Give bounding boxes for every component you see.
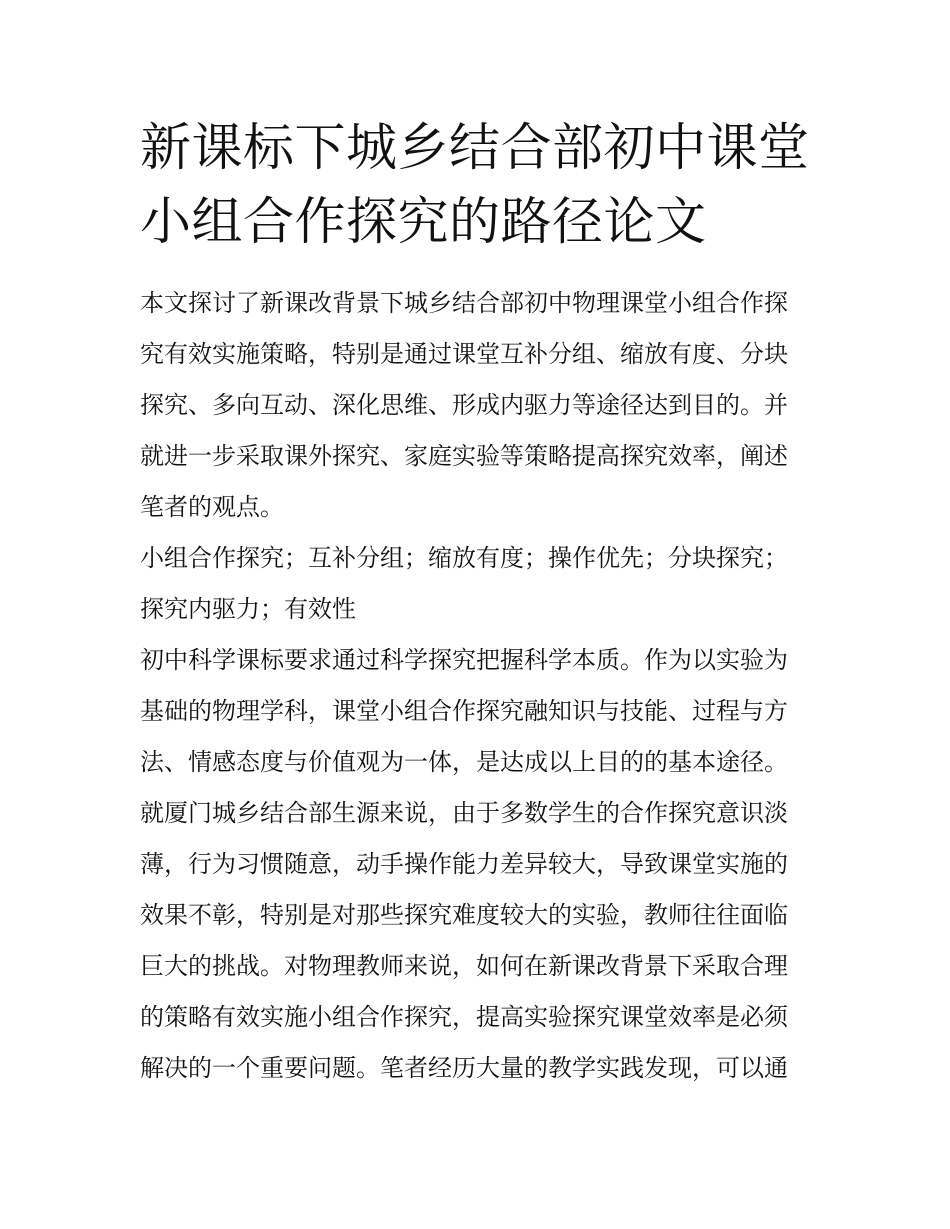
text-line: 探究内驱力；有效性: [140, 595, 356, 623]
title-line: 小组合作探究的路径论文: [140, 193, 707, 252]
text-line: 解决的一个重要问题。笔者经历大量的教学实践发现，可以通: [140, 1054, 788, 1082]
text-line: 探究、多向互动、深化思维、形成内驱力等途径达到目的。并: [140, 391, 788, 419]
keywords-paragraph: [140, 533, 820, 635]
abstract-paragraph: [140, 278, 820, 533]
document-title: [140, 112, 820, 260]
body-paragraph: [140, 635, 820, 1094]
text-line: 就进一步采取课外探究、家庭实验等策略提高探究效率，阐述: [140, 442, 788, 470]
text-line: 究有效实施策略，特别是通过课堂互补分组、缩放有度、分块: [140, 340, 788, 368]
text-line: 巨大的挑战。对物理教师来说，如何在新课改背景下采取合理: [140, 952, 788, 980]
title-line: 新课标下城乡结合部初中课堂: [140, 119, 810, 178]
text-line: 初中科学课标要求通过科学探究把握科学本质。作为以实验为: [140, 646, 788, 674]
text-line: 笔者的观点。: [140, 493, 284, 521]
text-line: 的策略有效实施小组合作探究，提高实验探究课堂效率是必须: [140, 1003, 788, 1031]
document-body: [140, 278, 820, 1094]
text-line: 效果不彰，特别是对那些探究难度较大的实验，教师往往面临: [140, 901, 788, 929]
text-line: 薄，行为习惯随意，动手操作能力差异较大，导致课堂实施的: [140, 850, 788, 878]
text-line: 法、情感态度与价值观为一体，是达成以上目的的基本途径。: [140, 748, 788, 776]
text-line: 就厦门城乡结合部生源来说，由于多数学生的合作探究意识淡: [140, 799, 788, 827]
text-line: 基础的物理学科，课堂小组合作探究融知识与技能、过程与方: [140, 697, 788, 725]
text-line: 本文探讨了新课改背景下城乡结合部初中物理课堂小组合作探: [140, 289, 788, 317]
text-line: 小组合作探究；互补分组；缩放有度；操作优先；分块探究；: [140, 544, 788, 572]
